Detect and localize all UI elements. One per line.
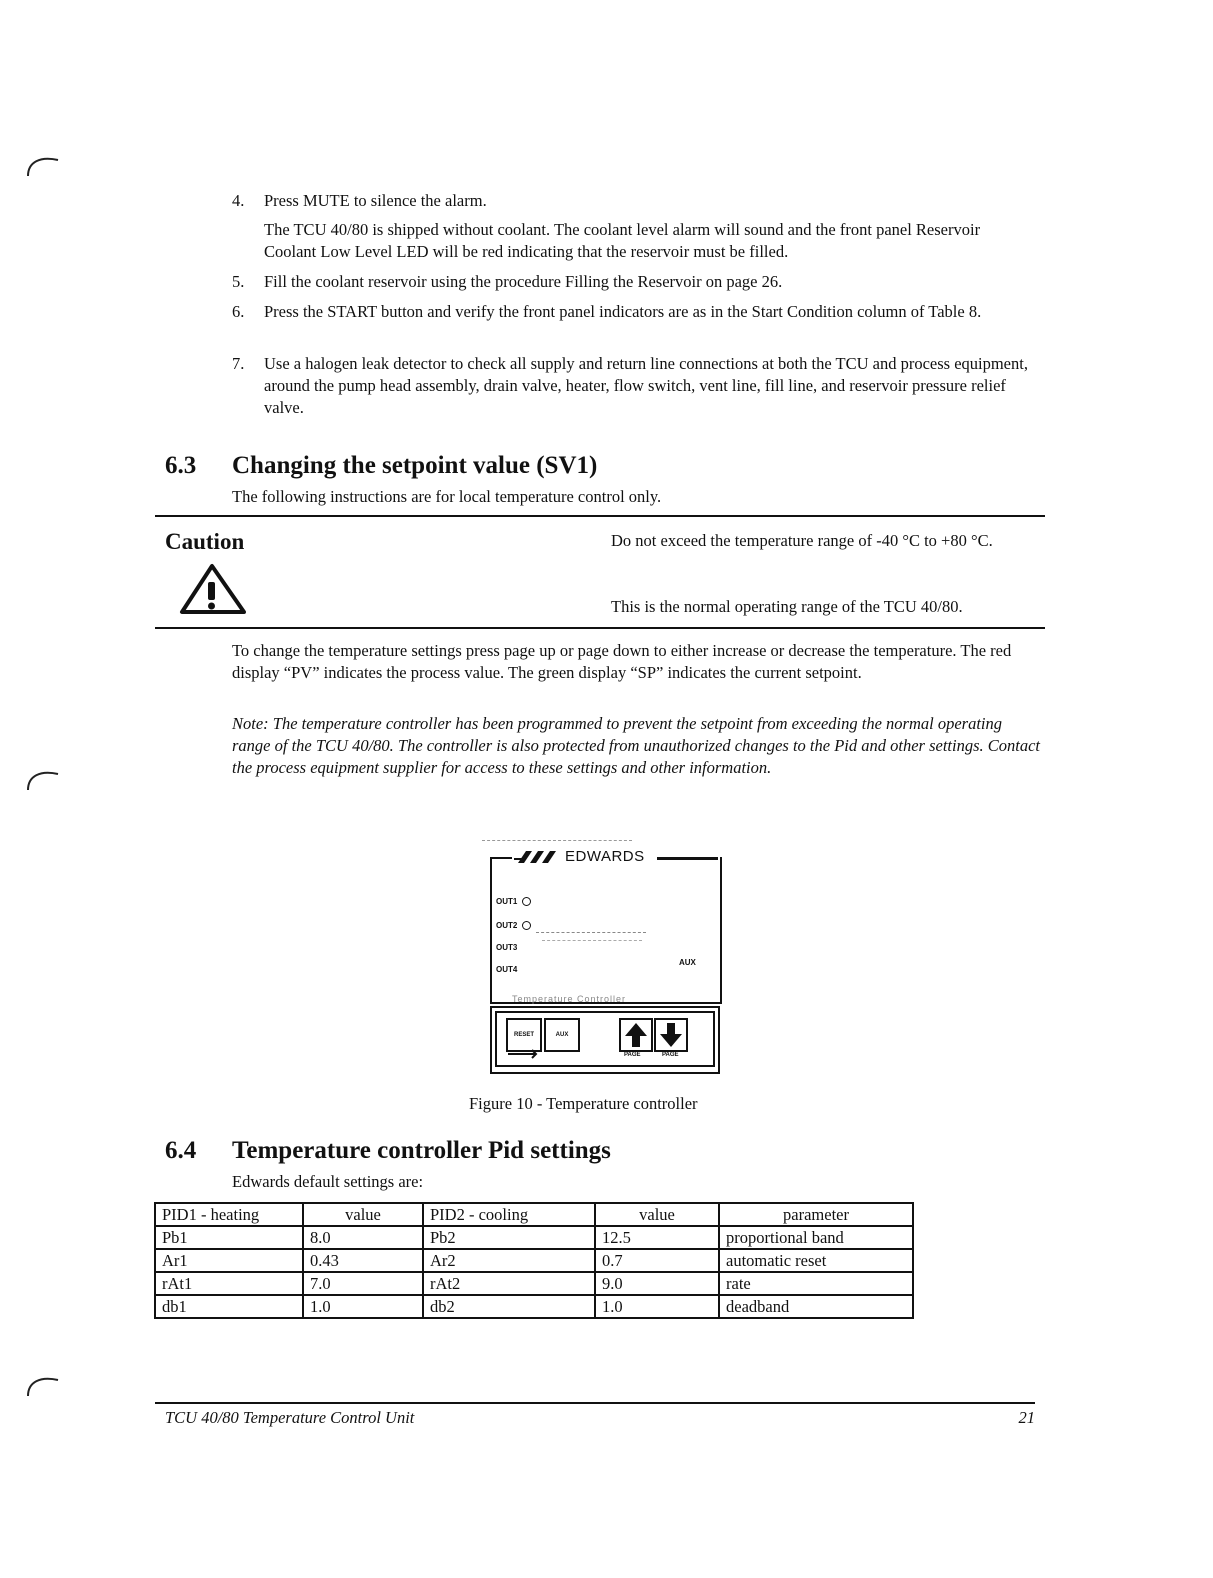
- section-number: 6.4: [165, 1137, 197, 1164]
- out4-label: OUT4: [496, 965, 518, 974]
- section-intro: The following instructions are for local temperature control only.: [232, 487, 662, 506]
- step-number: 4.: [232, 191, 245, 210]
- caution-label: Caution: [165, 529, 245, 554]
- table-cell: 1.0: [303, 1295, 423, 1318]
- caution-top-rule: [155, 515, 1045, 517]
- table-cell: automatic reset: [719, 1249, 913, 1272]
- table-cell: Ar1: [155, 1249, 303, 1272]
- step-text: Fill the coolant reservoir using the procedure Filling the Reservoir on page 26.: [264, 272, 783, 291]
- table-cell: 12.5: [595, 1226, 719, 1249]
- table-cell: rAt2: [423, 1272, 595, 1295]
- section-intro: Edwards default settings are:: [232, 1172, 424, 1191]
- page-down-label: PAGE: [662, 1052, 679, 1058]
- step-text: Press MUTE to silence the alarm.: [264, 191, 487, 210]
- figure-scan-line: [482, 840, 632, 841]
- note-paragraph: Note: The temperature controller has been programmed to prevent the setpoint from exceeding the normal operating range of the TCU 40/80. The controller is also protected from unauthorized changes to the Pid and other settings. Contact the process equipment supplier for access to these settings and other information.: [232, 714, 1040, 777]
- display-line: [536, 932, 646, 933]
- section-number: 6.3: [165, 452, 197, 479]
- enter-arrow-icon: [506, 1049, 540, 1059]
- arrow-down-icon: [656, 1020, 686, 1050]
- table-cell: Ar2: [423, 1249, 595, 1272]
- footer: [165, 1408, 1035, 1428]
- aux-indicator-label: AUX: [679, 958, 696, 967]
- page-up-label: PAGE: [624, 1052, 641, 1058]
- table-cell: Pb1: [155, 1226, 303, 1249]
- table-header: parameter: [719, 1203, 913, 1226]
- arrow-up-icon: [621, 1020, 651, 1050]
- caution-bottom-rule: [155, 627, 1045, 629]
- reset-button[interactable]: RESET: [506, 1018, 542, 1052]
- page-number: 21: [1018, 1408, 1035, 1427]
- binder-mark-icon: [24, 150, 60, 178]
- binder-mark-icon: [24, 764, 60, 792]
- table-cell: 9.0: [595, 1272, 719, 1295]
- out2-label: OUT2: [496, 921, 518, 930]
- edwards-logo-icon: [514, 850, 562, 864]
- temperature-controller-figure: [482, 840, 722, 1080]
- table-header: value: [303, 1203, 423, 1226]
- table-row: [155, 1272, 913, 1295]
- table-cell: 0.7: [595, 1249, 719, 1272]
- page-up-button[interactable]: [619, 1018, 653, 1052]
- section-title: Changing the setpoint value (SV1): [232, 452, 598, 479]
- table-row: [155, 1249, 913, 1272]
- step-text: The TCU 40/80 is shipped without coolant. The coolant level alarm will sound and the front panel Reservoir Coolant Low Level LED will be red indicating that the reservoir must be filled.: [264, 220, 981, 261]
- out2-led: [522, 921, 531, 930]
- body-paragraph: To change the temperature settings press page up or page down to either increase or decrease the temperature. The red display “PV” indicates the process value. The green display “SP” indicates the current setpoint.: [232, 641, 1012, 682]
- section-title: Temperature controller Pid settings: [232, 1137, 611, 1164]
- table-cell: 7.0: [303, 1272, 423, 1295]
- panel-top-edge: [657, 857, 718, 860]
- out1-label: OUT1: [496, 897, 518, 906]
- panel-top-edge: [490, 857, 512, 859]
- table-header: PID1 - heating: [155, 1203, 303, 1226]
- figure-caption: Figure 10 - Temperature controller: [469, 1094, 698, 1113]
- table-cell: db1: [155, 1295, 303, 1318]
- step-text: Press the START button and verify the front panel indicators are as in the Start Condition column of Table 8.: [264, 302, 982, 321]
- pid-settings-table: [154, 1202, 914, 1319]
- table-header: value: [595, 1203, 719, 1226]
- warning-triangle-icon: [176, 562, 252, 616]
- binder-mark-icon: [24, 1370, 60, 1398]
- step-number: 7.: [232, 354, 245, 373]
- brand-name: EDWARDS: [565, 848, 645, 865]
- footer-title: TCU 40/80 Temperature Control Unit: [165, 1408, 415, 1427]
- out1-led: [522, 897, 531, 906]
- step-number: 6.: [232, 302, 245, 321]
- caution-text-1: Do not exceed the temperature range of -40 °C to +80 °C.: [611, 531, 993, 550]
- display-line: [542, 940, 642, 941]
- controller-caption: Temperature Controller: [512, 994, 627, 1004]
- table-cell: Pb2: [423, 1226, 595, 1249]
- table-row: [155, 1295, 913, 1318]
- table-cell: 1.0: [595, 1295, 719, 1318]
- controller-panel: [490, 857, 722, 1004]
- footer-rule: [155, 1402, 1035, 1404]
- table-header: PID2 - cooling: [423, 1203, 595, 1226]
- table-cell: 8.0: [303, 1226, 423, 1249]
- step-number: 5.: [232, 272, 245, 291]
- table-row: [155, 1226, 913, 1249]
- table-cell: proportional band: [719, 1226, 913, 1249]
- aux-button[interactable]: AUX: [544, 1018, 580, 1052]
- table-cell: 0.43: [303, 1249, 423, 1272]
- page-down-button[interactable]: [654, 1018, 688, 1052]
- table-cell: deadband: [719, 1295, 913, 1318]
- table-cell: rate: [719, 1272, 913, 1295]
- table-header-row: [155, 1203, 913, 1226]
- caution-text-2: This is the normal operating range of the TCU 40/80.: [611, 597, 963, 616]
- out3-label: OUT3: [496, 943, 518, 952]
- table-cell: db2: [423, 1295, 595, 1318]
- table-cell: rAt1: [155, 1272, 303, 1295]
- step-text: Use a halogen leak detector to check all supply and return line connections at both the TCU and process equipment, around the pump head assembly, drain valve, heater, flow switch, vent line, fill line, and reservoir pressure relief valve.: [264, 354, 1028, 417]
